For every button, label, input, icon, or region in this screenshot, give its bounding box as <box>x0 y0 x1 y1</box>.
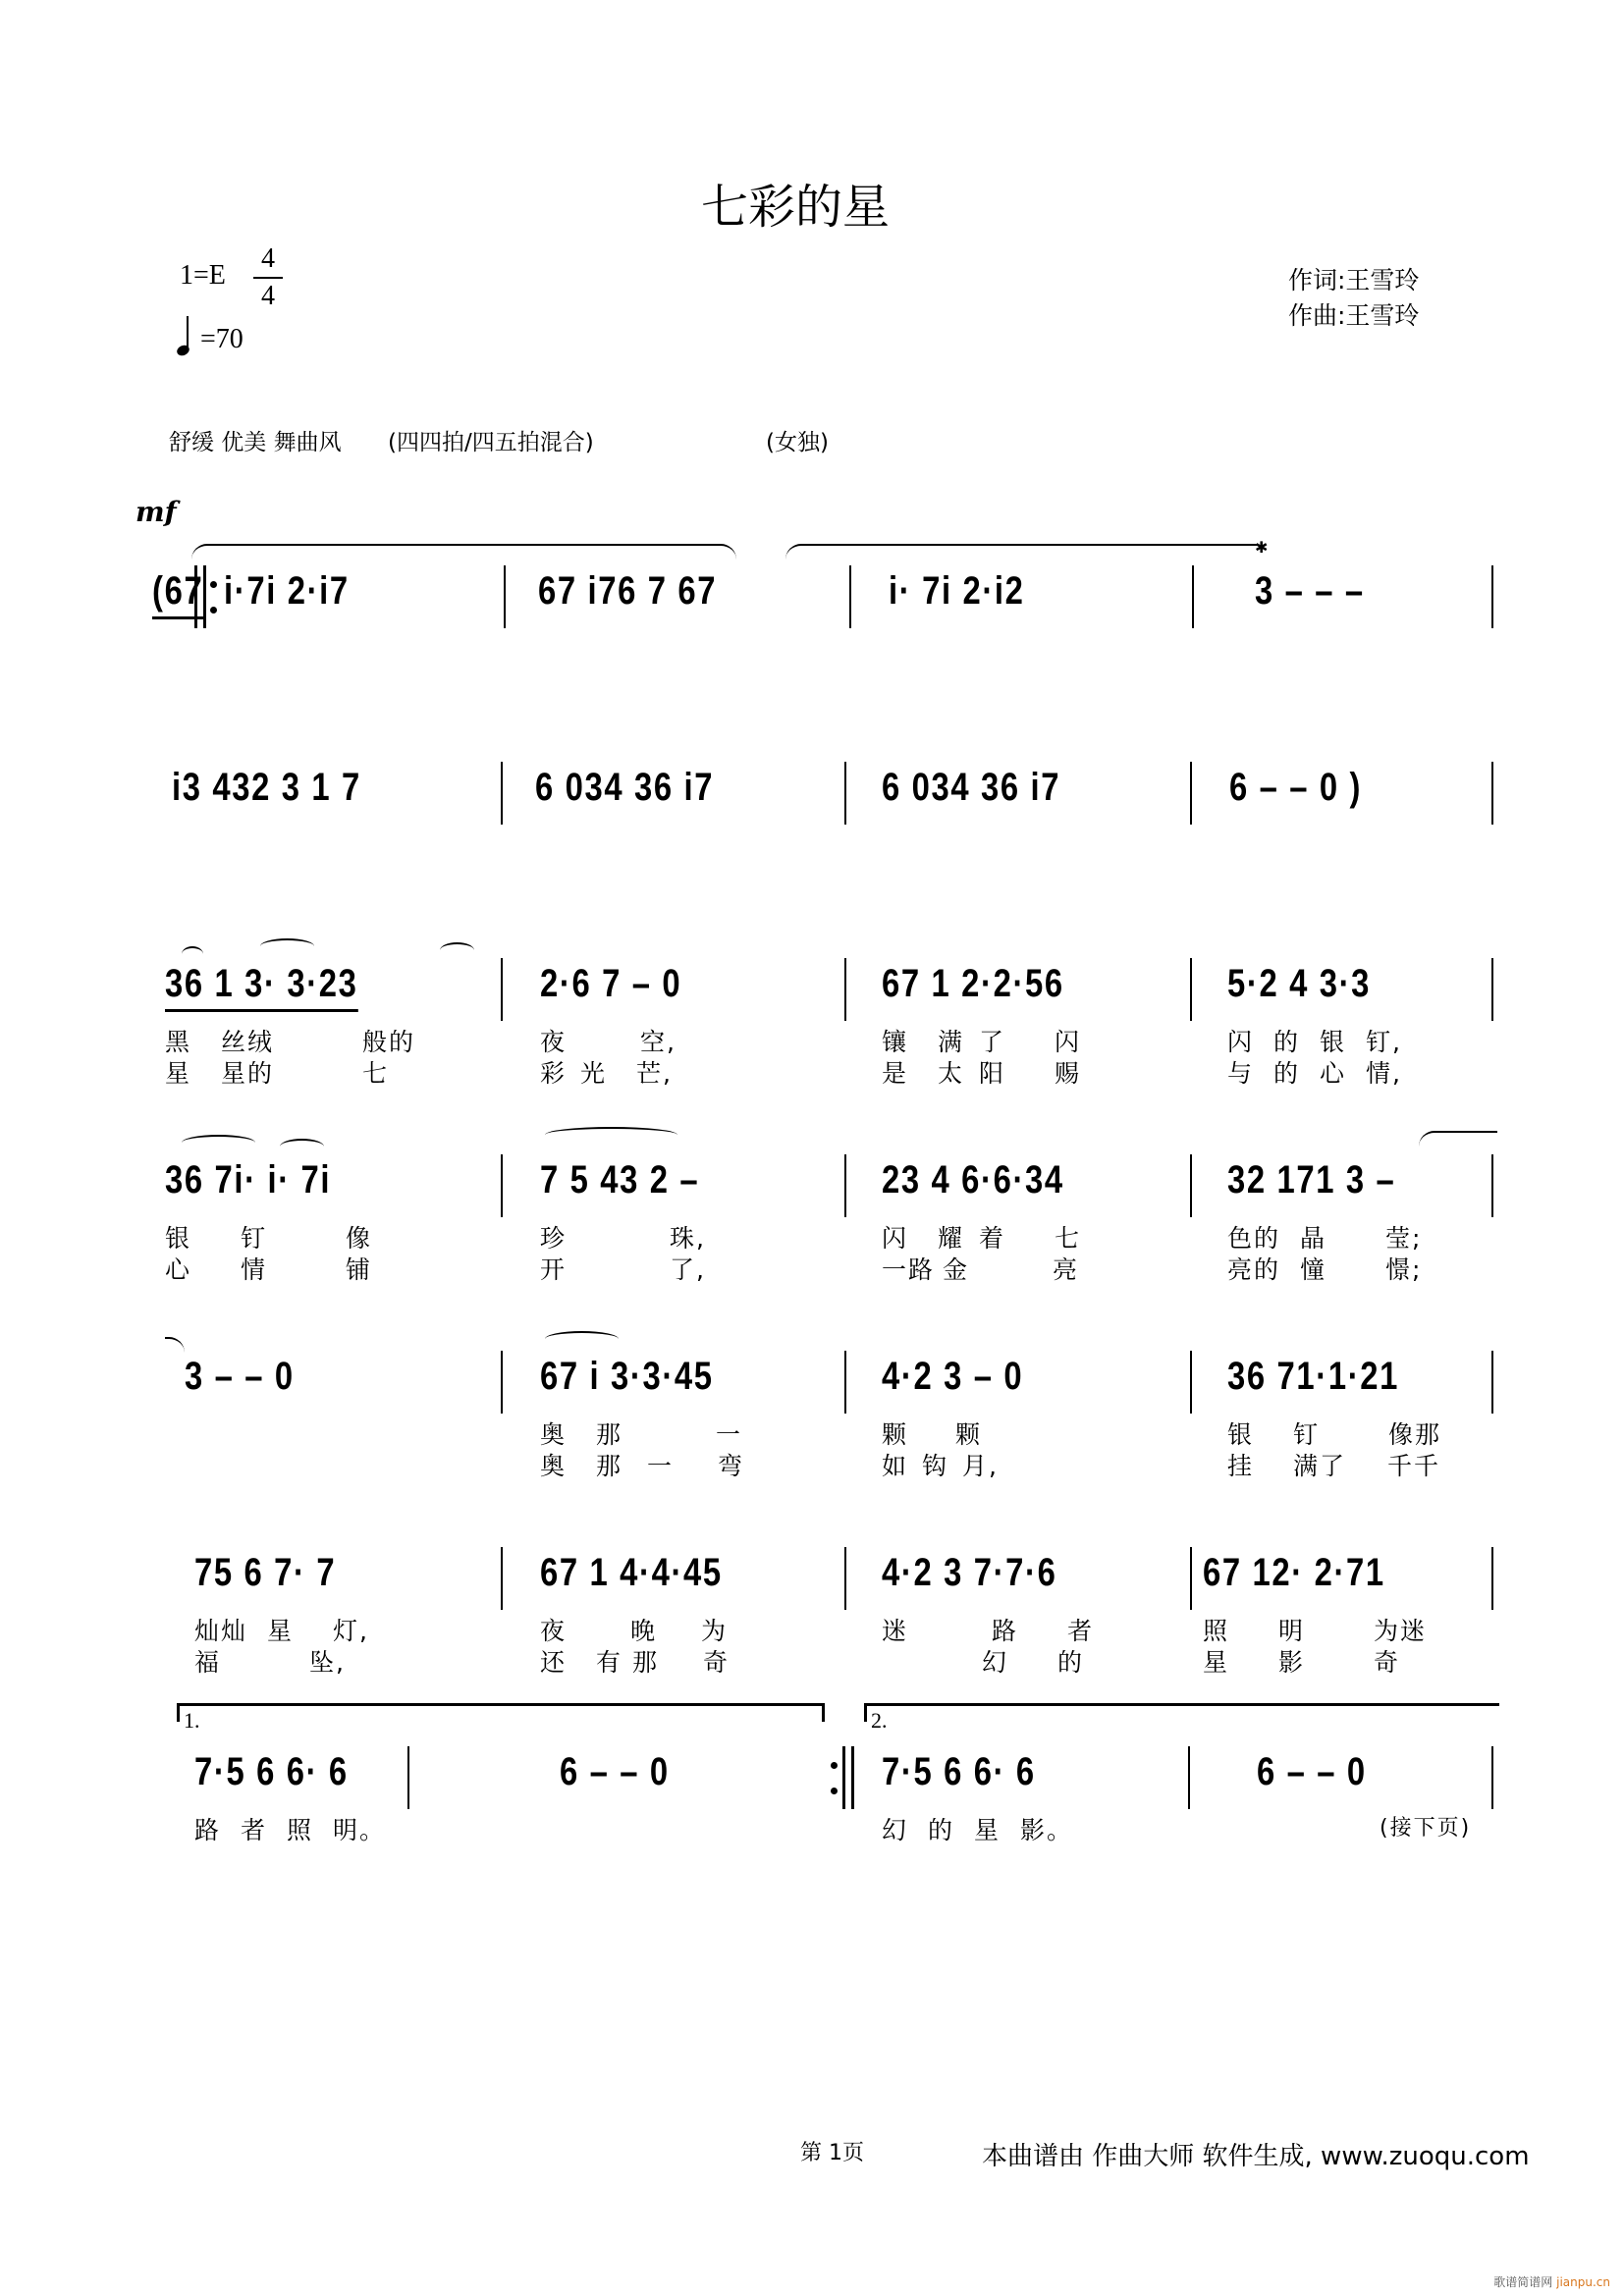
measure-notes: 32 171 3 – <box>1227 1158 1396 1201</box>
generator-note: 本曲谱由 作曲大师 软件生成, www.zuoqu.com <box>982 2142 1530 2171</box>
measure-notes: 36 71·1·21 <box>1227 1355 1400 1398</box>
lyric-verse-2: 亮的 憧 憬; <box>1227 1255 1423 1284</box>
watermark: 歌谱简谱网 jianpu.cn <box>1493 2275 1610 2289</box>
repeat-dot <box>831 1788 838 1794</box>
measure-notes: 2·6 7 – 0 <box>540 962 682 1005</box>
measure-notes: 4·2 3 7·7·6 <box>882 1551 1057 1594</box>
barline <box>849 565 851 628</box>
measure-notes: 6 034 36 i7 <box>535 766 715 809</box>
lyric-verse-1: 闪 的 银 钉, <box>1227 1028 1402 1056</box>
barline <box>1190 1547 1192 1610</box>
style-description: 舒缓 优美 舞曲风 <box>169 430 342 455</box>
lyric-verse-1: 珍 珠, <box>540 1224 706 1253</box>
barline <box>1192 565 1194 628</box>
barline <box>1190 762 1192 825</box>
lyricist-credit: 作词:王雪玲 <box>1288 266 1420 294</box>
lyric-verse-2: 挂 满了 千千 <box>1227 1452 1441 1480</box>
lyric-verse-2: 与 的 心 情, <box>1227 1059 1402 1088</box>
barline <box>1491 762 1493 825</box>
lyric-verse-2: 开 了, <box>540 1255 706 1284</box>
measure-notes: 6 034 36 i7 <box>882 766 1061 809</box>
dynamic-mark: mf <box>135 496 177 528</box>
lyric-verse-1: 路 者 照 明。 <box>194 1816 387 1844</box>
measure-notes: 67 i76 7 67 <box>538 569 718 613</box>
barline <box>1491 1746 1493 1809</box>
lyric-verse-1: 闪 耀 着 七 <box>882 1224 1082 1253</box>
repeat-dot <box>210 607 217 614</box>
page-number: 第 1页 <box>800 2141 864 2165</box>
lyric-verse-1: 夜 空, <box>540 1028 677 1056</box>
measure-notes: 3 – – – <box>1255 569 1365 613</box>
measure-notes: 67 1 4·4·45 <box>540 1551 723 1594</box>
barline <box>501 958 503 1021</box>
barline <box>407 1746 409 1809</box>
measure-notes: 36 1 3· 3·23 <box>165 962 358 1012</box>
barline <box>1491 1547 1493 1610</box>
song-title: 七彩的星 <box>700 180 890 235</box>
lyric-verse-2: 彩 光 芒, <box>540 1059 673 1088</box>
measure-notes: i·7i 2·i7 <box>224 569 350 613</box>
lyric-verse-1: 黑 丝绒 般的 <box>165 1028 416 1056</box>
repeat-start-barline <box>194 565 206 628</box>
barline <box>1491 1154 1493 1217</box>
measure-notes: 6 – – 0 <box>1257 1750 1367 1793</box>
lyric-verse-2: 如 钩 月, <box>882 1452 999 1480</box>
measure-notes: 36 7i· i· 7i <box>165 1158 332 1201</box>
lyric-verse-1: 幻 的 星 影。 <box>882 1816 1074 1844</box>
slur <box>545 1127 677 1143</box>
measure-notes: 3 – – 0 <box>185 1355 295 1398</box>
lyric-verse-1: 照 明 为迷 <box>1203 1617 1428 1645</box>
lyric-verse-2: 星 星的 七 <box>165 1059 390 1088</box>
measure-notes: 7 5 43 2 – <box>540 1158 700 1201</box>
lyric-verse-2: 心 情 铺 <box>165 1255 373 1284</box>
lyric-verse-2: 星 影 奇 <box>1203 1648 1401 1677</box>
barline <box>1188 1746 1190 1809</box>
tempo-value: =70 <box>200 324 244 354</box>
repeat-dot <box>831 1762 838 1769</box>
measure-notes: 6 – – 0 <box>560 1750 670 1793</box>
meter-note: (四四拍/四五拍混合) <box>388 430 594 455</box>
barline <box>1190 1351 1192 1414</box>
performance-note: (女独) <box>766 430 829 455</box>
measure-notes: 7·5 6 6· 6 <box>194 1750 349 1793</box>
barline <box>1190 1154 1192 1217</box>
slur <box>182 1135 255 1150</box>
repeat-dot <box>210 581 217 588</box>
lyric-verse-2: 是 太 阳 赐 <box>882 1059 1082 1088</box>
barline <box>844 1547 846 1610</box>
lyric-verse-1: 灿灿 星 灯, <box>194 1617 369 1645</box>
measure-notes: i· 7i 2·i2 <box>889 569 1025 613</box>
volta-second-ending: 2. <box>864 1703 1499 1722</box>
lyric-verse-1: 迷 路 者 <box>882 1617 1095 1645</box>
lyric-verse-1: 色的 晶 莹; <box>1227 1224 1423 1253</box>
slur <box>280 1139 324 1154</box>
measure-notes: 67 1 2·2·56 <box>882 962 1064 1005</box>
barline <box>501 762 503 825</box>
lyric-verse-1: 颗 颗 <box>882 1420 983 1449</box>
tie <box>1419 1131 1497 1147</box>
lyric-verse-2: 一路 金 亮 <box>882 1255 1080 1284</box>
composer-credit: 作曲:王雪玲 <box>1288 301 1420 330</box>
time-signature-bottom: 4 <box>261 281 275 311</box>
barline <box>501 1547 503 1610</box>
barline <box>1491 565 1493 628</box>
lyric-verse-2: 福 坠, <box>194 1648 346 1677</box>
barline <box>844 762 846 825</box>
measure-notes: 5·2 4 3·3 <box>1227 962 1372 1005</box>
measure-notes: 6 – – 0 ) <box>1229 766 1363 809</box>
barline <box>1190 958 1192 1021</box>
tie <box>440 942 474 958</box>
score-row-1 <box>0 538 1624 756</box>
measure-notes: 23 4 6·6·34 <box>882 1158 1064 1201</box>
score-row-2 <box>0 756 1624 952</box>
time-signature-top: 4 <box>261 243 275 274</box>
lyric-verse-2: 奥 那 一 弯 <box>540 1452 745 1480</box>
lyric-verse-1: 奥 那 一 <box>540 1420 743 1449</box>
lyric-verse-2: 还 有 那 奇 <box>540 1648 731 1677</box>
slur <box>191 544 736 560</box>
barline <box>501 1154 503 1217</box>
measure-notes: 7·5 6 6· 6 <box>882 1750 1036 1793</box>
trill-icon: ✱ <box>1255 538 1269 557</box>
lyric-verse-2: 幻 的 <box>982 1648 1085 1677</box>
time-signature-divider <box>253 277 283 279</box>
score-row-4 <box>0 1148 1624 1345</box>
barline <box>1491 958 1493 1021</box>
measure-notes: 67 i 3·3·45 <box>540 1355 714 1398</box>
tie <box>260 938 314 954</box>
measure-notes: 4·2 3 – 0 <box>882 1355 1024 1398</box>
measure-notes: 67 12· 2·71 <box>1203 1551 1385 1594</box>
time-signature <box>253 243 283 312</box>
measure-notes: (67 <box>152 569 203 619</box>
barline <box>844 1351 846 1414</box>
barline <box>844 1154 846 1217</box>
score-row-3 <box>0 952 1624 1148</box>
repeat-end-barline <box>842 1746 854 1809</box>
lyric-verse-1: 银 钉 像那 <box>1227 1420 1442 1449</box>
measure-notes: i3 432 3 1 7 <box>172 766 361 809</box>
volta-first-ending: 1. <box>177 1703 825 1722</box>
barline <box>1491 1351 1493 1414</box>
lyric-verse-1: 夜 晚 为 <box>540 1617 729 1645</box>
key-signature: 1=E <box>180 260 226 291</box>
measure-notes: 75 6 7· 7 <box>194 1551 337 1594</box>
continued-next-page: (接下页) <box>1380 1816 1472 1841</box>
barline <box>501 1351 503 1414</box>
tie <box>182 946 203 962</box>
score-row-5 <box>0 1345 1624 1541</box>
barline <box>844 958 846 1021</box>
lyric-verse-1: 镶 满 了 闪 <box>882 1028 1082 1056</box>
score-row-7 <box>0 1703 1624 1899</box>
tempo-marking <box>177 316 244 355</box>
slur <box>545 1331 619 1347</box>
barline <box>504 565 506 628</box>
lyric-verse-1: 银 钉 像 <box>165 1224 373 1253</box>
quarter-note-icon <box>177 316 194 355</box>
slur <box>785 544 1257 560</box>
